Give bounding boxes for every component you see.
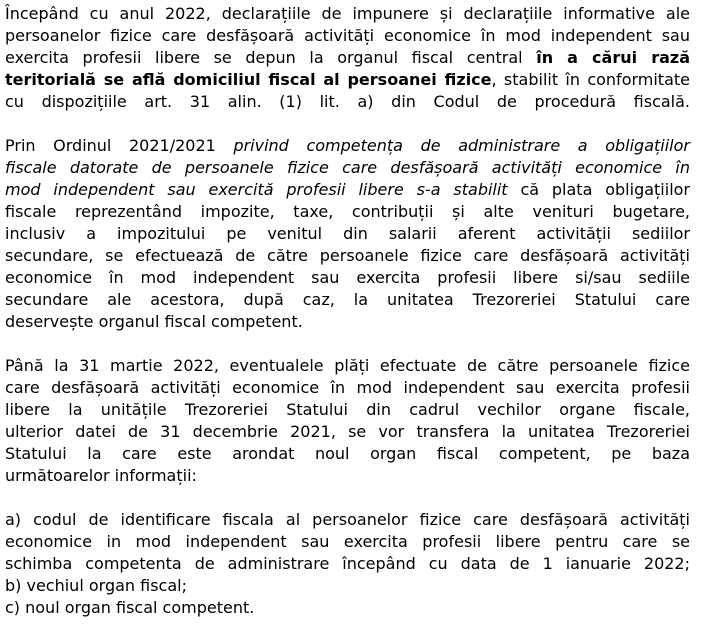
text-line — [5, 553, 690, 575]
text-line — [5, 531, 690, 553]
text-line — [5, 421, 690, 443]
list-item — [5, 575, 690, 597]
text-span: cu dispozițiile art. 31 alin. (1) lit. a) din Codul de procedură fiscală. — [5, 92, 690, 111]
paragraph-payment-order — [5, 135, 690, 333]
text-line — [5, 201, 690, 223]
text-line — [5, 267, 690, 289]
text-line — [5, 135, 690, 157]
text-span: b) vechiul organ fiscal; — [5, 576, 187, 595]
text-line — [5, 245, 690, 267]
text-span: schimba competenta de administrare începând cu data de 1 ianuarie 2022; — [5, 554, 690, 573]
italic-text: mod independent sau exercită profesii libere s-a stabilit — [5, 180, 508, 199]
text-span: , stabilit în conformitate — [491, 70, 691, 89]
text-line — [5, 3, 690, 25]
text-span: care desfășoară activități economice în mod independent sau exercita profesii — [5, 378, 690, 397]
text-span: exercita profesii libere se depun la organul fiscal central — [5, 48, 523, 67]
list-item — [5, 597, 690, 619]
text-line — [5, 157, 690, 179]
text-span: ulterior datei de 31 decembrie 2021, se vor transfera la unitatea Trezoreriei — [5, 422, 690, 441]
text-span: că plata obligațiilor — [520, 180, 691, 199]
information-list — [5, 509, 690, 619]
list-item — [5, 509, 690, 575]
text-span: următoarelor informații: — [5, 466, 197, 485]
text-line — [5, 399, 690, 421]
text-line — [5, 25, 690, 47]
text-line — [5, 223, 690, 245]
text-span: Începând cu anul 2022, declarațiile de impunere și declarațiile informative ale — [5, 4, 690, 23]
text-span: libere la unitățile Trezoreriei Statului din cadrul vechilor organe fiscale, — [5, 400, 690, 419]
text-span: secundare, se efectuează de către persoanele fizice care desfășoară activități — [5, 246, 690, 265]
paragraph-transfer-payments — [5, 355, 690, 487]
text-span: Statului la care este arondat noul organ fiscal competent, pe baza — [5, 444, 690, 463]
text-span: secundare ale acestora, după caz, la unitatea Trezoreriei Statului care — [5, 290, 690, 309]
bold-text: teritorială se află domiciliul fiscal al persoanei fizice — [5, 70, 492, 89]
text-line — [5, 509, 690, 531]
text-line — [5, 575, 690, 597]
text-line — [5, 597, 690, 619]
text-span: Până la 31 martie 2022, eventualele plăți efectuate de către persoanele fizice — [5, 356, 690, 375]
text-span: Prin Ordinul 2021/2021 — [5, 136, 216, 155]
text-line — [5, 465, 690, 487]
text-span: fiscale reprezentând impozite, taxe, contribuții și alte venituri bugetare, — [5, 202, 690, 221]
text-line — [5, 377, 690, 399]
text-line — [5, 47, 690, 69]
text-line — [5, 289, 690, 311]
text-line — [5, 355, 690, 377]
text-span: persoanelor fizice care desfășoară activități economice în mod independent sau — [5, 26, 690, 45]
italic-text: fiscale datorate de persoanele fizice care desfășoară activități economice în — [5, 158, 690, 177]
text-span: inclusiv a impozitului pe venitul din salarii aferent activității sediilor — [5, 224, 690, 243]
text-line — [5, 179, 690, 201]
text-span: c) noul organ fiscal competent. — [5, 598, 255, 617]
bold-text: în a cărui rază — [536, 48, 690, 67]
text-line — [5, 69, 690, 91]
text-span: deservește organul fiscal competent. — [5, 312, 303, 331]
italic-text: privind competența de administrare a obligațiilor — [233, 136, 690, 155]
paragraph-filing-location — [5, 3, 690, 113]
text-span: a) codul de identificare fiscala al persoanelor fizice care desfășoară activități — [5, 510, 690, 529]
text-line — [5, 91, 690, 113]
document-body — [5, 3, 690, 619]
text-line — [5, 443, 690, 465]
text-span: economice în mod independent sau exercita profesii libere si/sau sediile — [5, 268, 690, 287]
text-span: economice in mod independent sau exercita profesii libere pentru care se — [5, 532, 690, 551]
text-line — [5, 311, 690, 333]
